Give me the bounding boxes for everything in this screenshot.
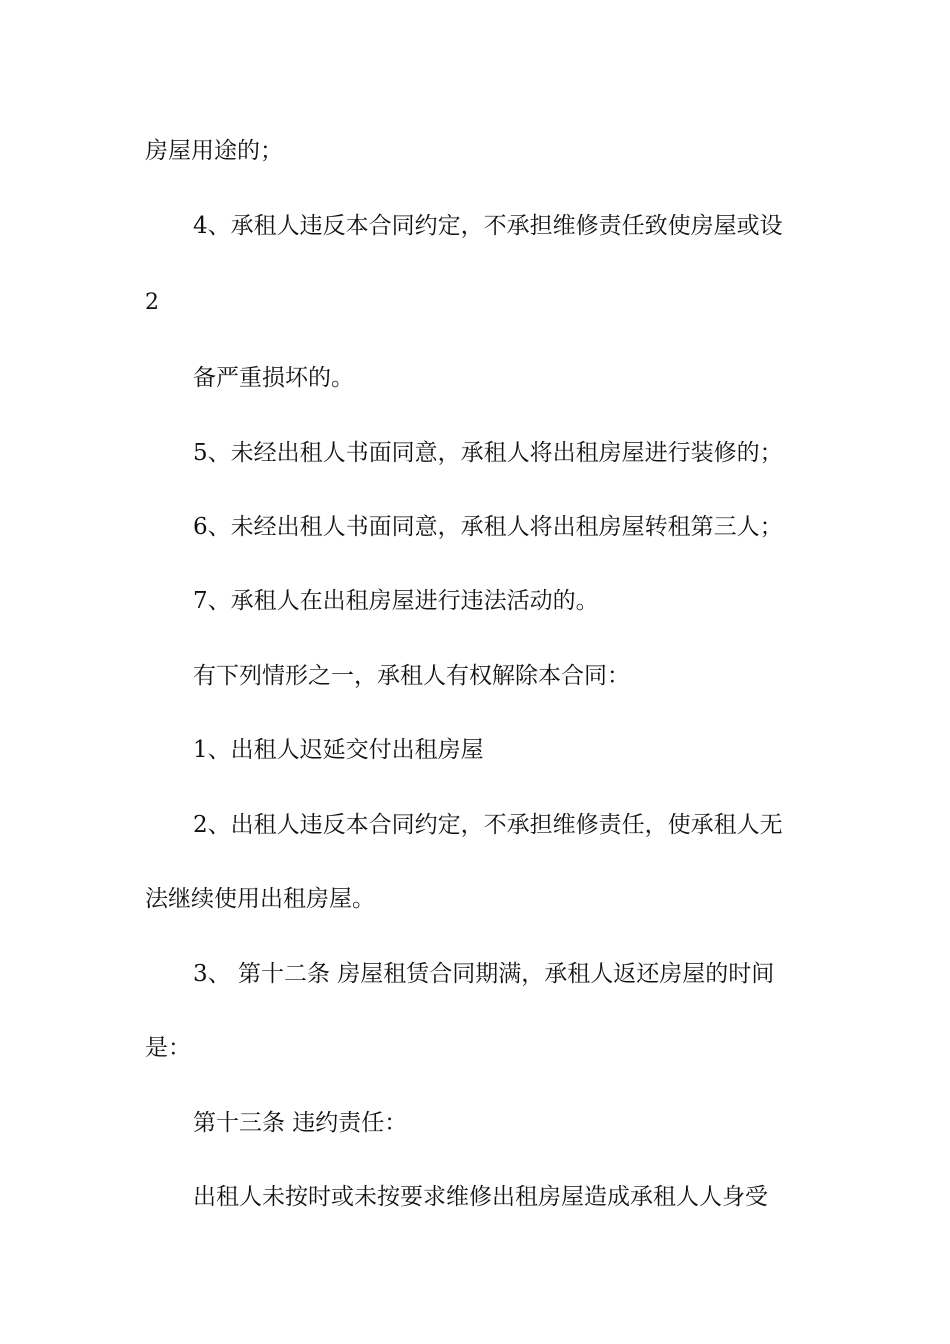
text-line: 1、出租人迟延交付出租房屋 [193, 737, 484, 763]
text-line: 房屋用途的； [145, 138, 283, 164]
text-line: 2、出租人违反本合同约定，不承担维修责任，使承租人无 [193, 812, 783, 838]
text-line: 3、 第十二条 房屋租赁合同期满，承租人返还房屋的时间 [193, 961, 775, 987]
text-line: 5、未经出租人书面同意，承租人将出租房屋进行装修的； [193, 440, 783, 466]
text-line: 第十三条 违约责任： [193, 1110, 408, 1136]
text-line: 是： [145, 1035, 191, 1061]
text-line: 法继续使用出租房屋。 [145, 886, 375, 912]
text-line: 有下列情形之一，承租人有权解除本合同： [193, 663, 630, 689]
text-line: 7、承租人在出租房屋进行违法活动的。 [193, 588, 599, 614]
page-number: 2 [145, 290, 159, 315]
text-line: 6、未经出租人书面同意，承租人将出租房屋转租第三人； [193, 514, 783, 540]
text-line: 4、承租人违反本合同约定，不承担维修责任致使房屋或设 [193, 213, 783, 239]
text-line: 备严重损坏的。 [193, 365, 354, 391]
text-line: 出租人未按时或未按要求维修出租房屋造成承租人人身受 [193, 1184, 768, 1210]
